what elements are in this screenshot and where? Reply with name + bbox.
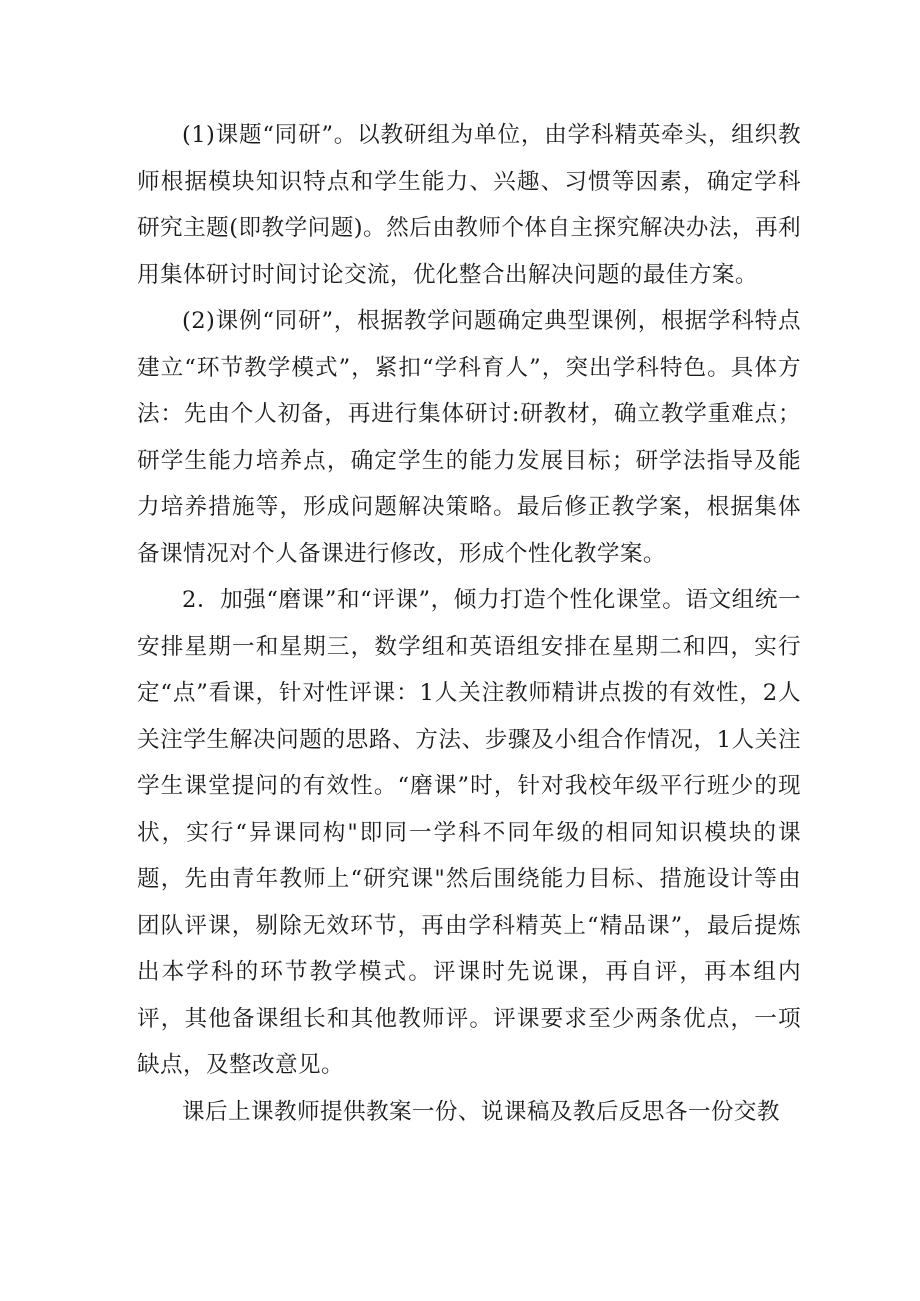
paragraph-polish-and-evaluate: 2．加强“磨课”和“评课”，倾力打造个性化课堂。语文组统一安排星期一和星期三，数学组和英语组安排在星期二和四，实行定“点”看课，针对性评课：1人关注教师精讲点拨的有效性，2人关注学生解决问题的思路、方法、步骤及小组合作情况，1人关注学生课堂提问的有效性。“磨课”时，针对我校年级平行班少的现状，实行“异课同构"即同一学科不同年级的相同知识模块的课题，先由青年教师上“研究课"然后围绕能力目标、措施设计等由团队评课，剔除无效环节，再由学科精英上“精品课”，最后提炼出本学科的环节教学模式。评课时先说课，再自评，再本组内评，其他备课组长和其他教师评。评课要求至少两条优点，一项缺点，及整改意见。 (137, 587, 801, 1078)
paragraph-after-class: 课后上课教师提供教案一份、说课稿及教后反思各一份交教 (182, 1098, 780, 1125)
paragraph-lesson-research: (2)课例“同研”，根据教学问题确定典型课例，根据学科特点建立“环节教学模式”，紧扣“学科育人”，突出学科特色。具体方法：先由个人初备，再进行集体研讨:研教材，确立教学重难点；研学生能力培养点，确定学生的能力发展目标；研学法指导及能力培养措施等，形成问题解决策略。最后修正教学案，根据集体备课情况对个人备课进行修改，形成个性化教学案。 (137, 308, 801, 567)
document-body (137, 112, 801, 1135)
paragraph-topic-research: (1)课题“同研”。以教研组为单位，由学科精英牵头，组织教师根据模块知识特点和学生能力、兴趣、习惯等因素，确定学科研究主题(即教学问题)。然后由教师个体自主探究解决办法，再利用集体研讨时间讨论交流，优化整合出解决问题的最佳方案。 (137, 122, 801, 288)
